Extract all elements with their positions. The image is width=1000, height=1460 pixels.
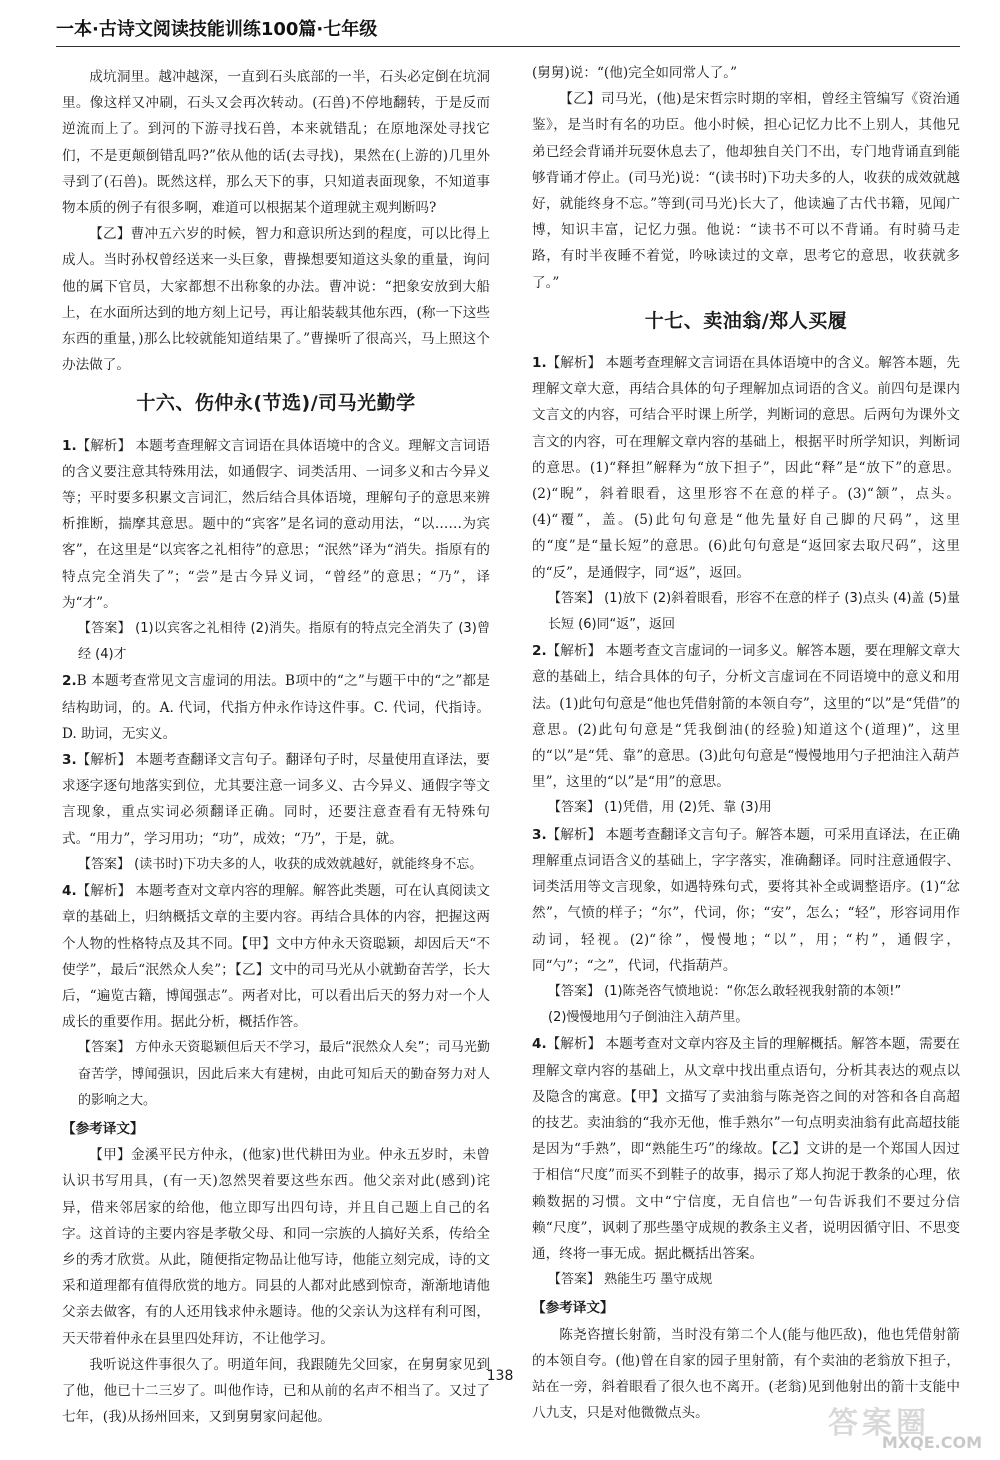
- list-item: 2.B 本题考查常见文言虚词的用法。B项中的“之”与题干中的“之”都是结构助词，的。A. 代词，代指方仲永作诗这件事。C. 代词，代指诗。D. 助词，无实义。: [62, 673, 490, 742]
- list-item: 【答案】 (1)放下 (2)斜着眼看，形容不在意的样子 (3)点头 (4)盖 (5)量长短 (6)同“返”，返回: [548, 590, 960, 633]
- list-item: 【答案】 (读书时)下功夫多的人，收获的成效就越好，就能终身不忘。: [78, 856, 483, 872]
- prev-translation-para: 【乙】司马光，(他)是宋哲宗时期的宰相，曾经主管编写《资治通鉴》，是当时有名的功臣。他小时候，担心记忆力比不上别人，其他兄弟已经会背诵并玩耍休息去了，他却独自关门不出，专门地背诵直到能够背诵才停止。(司马光)说：“(读书时)下功夫多的人，收获的成效就越好，就能终身不忘。”等到(司马光)长大了，他读遍了古代书籍，见闻广博，知识丰富，记忆力强。他说：“读书不可以不背诵。有时骑马走路，有时半夜睡不着觉，吟咏读过的文章，思考它的意思，收获就多了。”: [532, 91, 960, 291]
- answer-list: [532, 350, 960, 1293]
- watermark-logo: [824, 1398, 992, 1454]
- list-item: 1.【解析】 本题考查理解文言词语在具体语境中的含义。理解文言词语的含义要注意其特殊用法，如通假字、词类活用、一词多义和古今异义等；平时要多积累文言词汇，然后结合具体语境，理解句子的意思来辨析推断，揣摩其意思。题中的“宾客”是名词的意动用法，“以……为宾客”，在这里是“以宾客之礼相待”的意思；“泯然”译为“消失。指原有的特点完全消失了”；“尝”是古今异义词，“曾经”的意思；“乃”，译为“才”。: [62, 437, 490, 611]
- list-item: 4.【解析】 本题考查对文章内容的理解。解答此类题，可在认真阅读文章的基础上，归纳概括文章的主要内容。再结合具体的内容，把握这两个人物的性格特点及其不同。【甲】文中方仲永天资聪颖，却因后天“不使学”，最后“泯然众人矣”；【乙】文中的司马光从小就勤奋苦学，长大后，“遍览古籍，博闻强志”。两者对比，可以看出后天的努力对一个人成长的重要作用。据此分析，概括作答。: [62, 883, 490, 1031]
- list-item: (2)慢慢地用勺子倒油注入葫芦里。: [548, 1010, 749, 1026]
- watermark-logo-text: 答案圈: [828, 1406, 930, 1441]
- list-item: 3.【解析】 本题考查翻译文言句子。解答本题，可采用直译法，在正确理解重点词语含义的基础上，字字落实，准确翻译。同时注意通假字、词类活用等文言现象，如遇特殊句式，要将其补全或调整语序。(1)“忿然”，气愤的样子；“尔”，代词，你；“安”，怎么；“轻”，形容词用作动词，轻视。(2)“徐”，慢慢地；“以”，用；“杓”，通假字，同“勺”；“之”，代词，代指葫芦。: [532, 826, 960, 974]
- list-item: 1.【解析】 本题考查理解文言词语在具体语境中的含义。解答本题，先理解文章大意，再结合具体的句子理解加点词语的含义。前四句是课内文言文的内容，可结合平时课上所学，判断词的意思。后两句为课外文言文的内容，可在理解文章内容的基础上，根据平时所学知识，判断词的意思。(1)“释担”解释为“放下担子”，因此“释”是“放下”的意思。(2)“睨”，斜着眼看，这里形容不在意的样子。(3)“颔”，点头。(4)“覆”，盖。(5)此句句意是“他先量好自己脚的尺码”，这里的“度”是“量长短”的意思。(6)此句句意是“返回家去取尺码”，这里的“反”，是通假字，同“返”，返回。: [532, 355, 960, 581]
- answer-list: [62, 433, 490, 1114]
- reference-translation-para: 陈尧咨擅长射箭，当时没有第二个人(能与他匹敌)，他也凭借射箭的本领自夸。(他)曾在自家的园子里射箭，有个卖油的老翁放下担子，站在一旁，斜着眼看了很久也不离开。(老翁)见到他射出的箭十支能中八九支，只是对他微微点头。: [532, 1326, 960, 1422]
- list-item: 【答案】 (1)陈尧咨气愤地说：“你怎么敢轻视我射箭的本领!”: [548, 983, 902, 999]
- list-item: 【答案】 方仲永天资聪颖但后天不学习，最后“泯然众人矣”；司马光勤奋苦学，博闻强识，因此后来大有建树，由此可知后天的勤奋努力对人的影响之大。: [78, 1040, 490, 1108]
- prev-translation-para: 成坑洞里。越冲越深，一直到石头底部的一半，石头必定倒在坑洞里。像这样又冲刷，石头又会再次转动。(石兽)不停地翻转，于是反而逆流而上了。到河的下游寻找石兽，本来就错乱；在原地深处寻找它们，不是更颠倒错乱吗?”依从他的话(去寻找)，果然在(上游的)几里外寻到了(石兽)。既然这样，那么天下的事，只知道表面现象，不知道事物本质的例子有很多啊，难道可以根据某个道理就主观判断吗?: [62, 69, 490, 217]
- list-item: 2.【解析】 本题考查文言虚词的一词多义。解答本题，要在理解文章大意的基础上，结合具体的句子，分析文言虚词在不同语境中的意义和用法。(1)此句句意是“他也凭借射箭的本领自夸”，这里的“以”是“凭借”的意思。(2)此句句意是“凭我倒油(的经验)知道这个(道理)”，这里的“以”是“凭、靠”的意思。(3)此句句意是“慢慢地用勺子把油注入葫芦里”，这里的“以”是“用”的意思。: [532, 643, 960, 791]
- watermark-site: MXQE.COM: [881, 1433, 982, 1452]
- reference-translation-label: 【参考译文】: [62, 1120, 144, 1137]
- prev-translation-para: (舅舅)说：“(他)完全如同常人了。”: [532, 65, 738, 81]
- section-title-16: 十六、伤仲永(节选)/司马光勤学: [136, 392, 416, 415]
- reference-translation-para: 【甲】金溪平民方仲永，(他家)世代耕田为业。仲永五岁时，未曾认识书写用具，(有一天)忽然哭着要这些东西。他父亲对此(感到)诧异，借来邻居家的给他，他立即写出四句诗，并且自己题上自己的名字。这首诗的主要内容是孝敬父母、和同一宗族的人搞好关系，传给全乡的秀才欣赏。从此，随便指定物品让他写诗，他能立刻完成，诗的文采和道理都有值得欣赏的地方。同县的人都对此感到惊奇，渐渐地请他父亲去做客，有的人还用钱求仲永题诗。他的父亲认为这样有利可图，天天带着仲永在县里四处拜访，不让他学习。: [62, 1147, 490, 1347]
- section-title-17: 十七、卖油翁/郑人买履: [644, 309, 848, 332]
- page-number: 138: [486, 1368, 514, 1384]
- prev-translation-para: 【乙】曹冲五六岁的时候，智力和意识所达到的程度，可以比得上成人。当时孙权曾经送来一头巨象，曹操想要知道这头象的重量，询问他的属下官员，大家都想不出称象的办法。曹冲说：“把象安放到大船上，在水面所达到的地方刻上记号，再让船装载其他东西，(称一下这些东西的重量，)那么比较就能知道结果了。”曹操听了很高兴，马上照这个办法做了。: [62, 226, 490, 374]
- list-item: 【答案】 熟能生巧 墨守成规: [548, 1272, 713, 1288]
- reference-translation-label: 【参考译文】: [532, 1300, 614, 1317]
- right-column: [532, 60, 960, 1426]
- list-item: 4.【解析】 本题考查对文章内容及主旨的理解概括。解答本题，需要在理解文章内容的基础上，从文章中找出重点语句，分析其表达的观点以及隐含的寓意。【甲】文描写了卖油翁与陈尧咨之间的对答和各自高超的技艺。卖油翁的“我亦无他，惟手熟尔”一句点明卖油翁有此高超技能是因为“手熟”，即“熟能生巧”的缘故。【乙】文讲的是一个郑国人因过于相信“尺度”而买不到鞋子的故事，揭示了郑人拘泥于教条的心理，依赖数据的习惯。文中“宁信度，无自信也”一句告诉我们不要过分信赖“尺度”，讽刺了那些墨守成规的教条主义者，说明因循守旧、不思变通，终将一事无成。据此概括出答案。: [532, 1036, 960, 1262]
- list-item: 3.【解析】 本题考查翻译文言句子。翻译句子时，尽量使用直译法，要求逐字逐句地落实到位，尤其要注意一词多义、古今异义、通假字等文言现象，重点实词必须翻译正确。同时，还要注意查看有无特殊句式。“用力”，学习用功；“功”，成效；“乃”，于是，就。: [62, 752, 490, 847]
- running-header: 一本·古诗文阅读技能训练100篇·七年级: [56, 16, 960, 47]
- reference-translation-para: 我听说这件事很久了。明道年间，我跟随先父回家，在舅舅家见到了他，他已十二三岁了。叫他作诗，已和从前的名声不相当了。又过了七年，(我)从扬州回来，又到舅舅家问起他。: [62, 1356, 490, 1426]
- left-column: [62, 64, 490, 1430]
- list-item: 【答案】 (1)凭借，用 (2)凭、靠 (3)用: [548, 800, 772, 816]
- list-item: 【答案】 (1)以宾客之礼相待 (2)消失。指原有的特点完全消失了 (3)曾经 (4)才: [78, 621, 490, 663]
